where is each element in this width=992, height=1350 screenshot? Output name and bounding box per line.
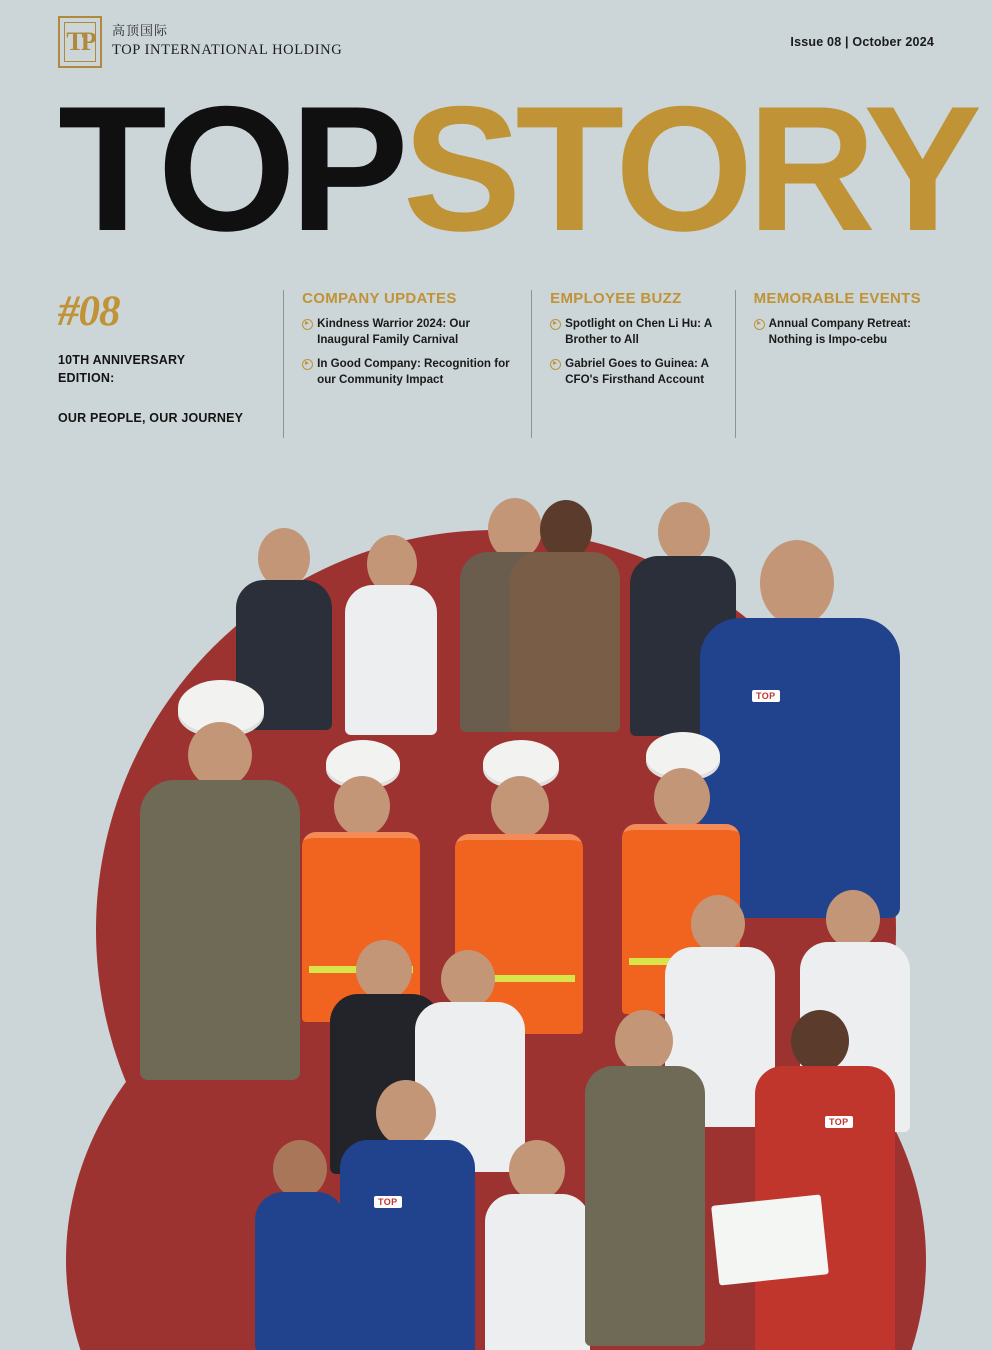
- brand-name-chinese: 高顶国际: [112, 24, 169, 40]
- arrow-bullet-icon: [550, 319, 559, 328]
- head: [615, 1010, 673, 1072]
- arrow-bullet-icon: [550, 359, 559, 368]
- logo-monogram: TP: [66, 27, 94, 56]
- head: [540, 500, 592, 560]
- section-title: COMPANY UPDATES: [302, 290, 457, 307]
- issue-number: #08: [58, 288, 120, 335]
- list-item[interactable]: [550, 356, 720, 389]
- section-title: MEMORABLE EVENTS: [753, 290, 921, 307]
- certificate: [711, 1194, 829, 1285]
- head: [791, 1010, 849, 1072]
- section-employee-buzz: [532, 290, 735, 438]
- headline-text: Gabriel Goes to Guinea: A CFO's Firsthand Account: [565, 356, 709, 387]
- headline-text: Kindness Warrior 2024: Our Inaugural Family Carnival: [317, 317, 471, 347]
- shirt-badge: TOP: [374, 1196, 402, 1208]
- bottom-fade: [0, 1310, 992, 1350]
- section-memorable-events: [736, 290, 934, 438]
- anniversary-line-1: 10TH ANNIVERSARY: [58, 353, 186, 367]
- arrow-bullet-icon: [302, 319, 311, 328]
- head: [826, 890, 880, 948]
- title-story: STORY: [402, 68, 977, 268]
- head: [509, 1140, 565, 1200]
- head: [691, 895, 745, 953]
- person-back-4: [510, 490, 620, 730]
- torso: [585, 1066, 705, 1346]
- anniversary-label: [58, 351, 267, 387]
- page-title: [58, 68, 977, 268]
- head: [376, 1080, 436, 1146]
- torso: [140, 780, 300, 1080]
- person-front-red-coverall: [755, 1010, 895, 1350]
- headline-text: Annual Company Retreat: Nothing is Impo-cebu: [768, 317, 911, 347]
- cover-contents-bar: [58, 290, 934, 438]
- arrow-bullet-icon: [754, 319, 763, 328]
- head: [273, 1140, 327, 1198]
- person-back-2: [345, 535, 437, 735]
- headline-text: Spotlight on Chen Li Hu: A Brother to All: [565, 317, 712, 347]
- torso: [510, 552, 620, 732]
- company-logo-icon: [58, 16, 102, 68]
- head: [258, 528, 310, 588]
- cover-tagline: OUR PEOPLE, OUR JOURNEY: [58, 411, 244, 426]
- person-site-worker-left: [140, 680, 300, 1080]
- headline-text: In Good Company: Recognition for our Community Impact: [317, 356, 510, 387]
- list-item[interactable]: [302, 316, 517, 349]
- brand-name-english: TOP INTERNATIONAL HOLDING: [112, 42, 343, 59]
- shirt-badge: TOP: [752, 690, 780, 702]
- person-front-khaki: [585, 1010, 705, 1340]
- title-top: TOP: [58, 68, 403, 268]
- head: [491, 776, 549, 838]
- brand-lockup: [58, 16, 342, 68]
- section-title: EMPLOYEE BUZZ: [550, 290, 682, 307]
- cover-photo-collage: [0, 440, 992, 1350]
- coverall-badge: TOP: [825, 1116, 853, 1128]
- list-item[interactable]: [754, 316, 934, 349]
- arrow-bullet-icon: [302, 359, 311, 368]
- head: [188, 722, 252, 788]
- head: [654, 768, 710, 828]
- list-item[interactable]: [550, 316, 720, 349]
- list-item[interactable]: [302, 356, 517, 389]
- brand-text: [112, 25, 342, 59]
- head: [356, 940, 412, 1000]
- head: [441, 950, 495, 1008]
- head: [334, 776, 390, 836]
- issue-date-line: Issue 08 | October 2024: [790, 35, 934, 49]
- head: [760, 540, 834, 626]
- issue-column: [58, 290, 284, 438]
- masthead: [58, 14, 934, 70]
- torso: [345, 585, 437, 735]
- anniversary-line-2: EDITION:: [58, 371, 115, 386]
- section-company-updates: [284, 290, 532, 438]
